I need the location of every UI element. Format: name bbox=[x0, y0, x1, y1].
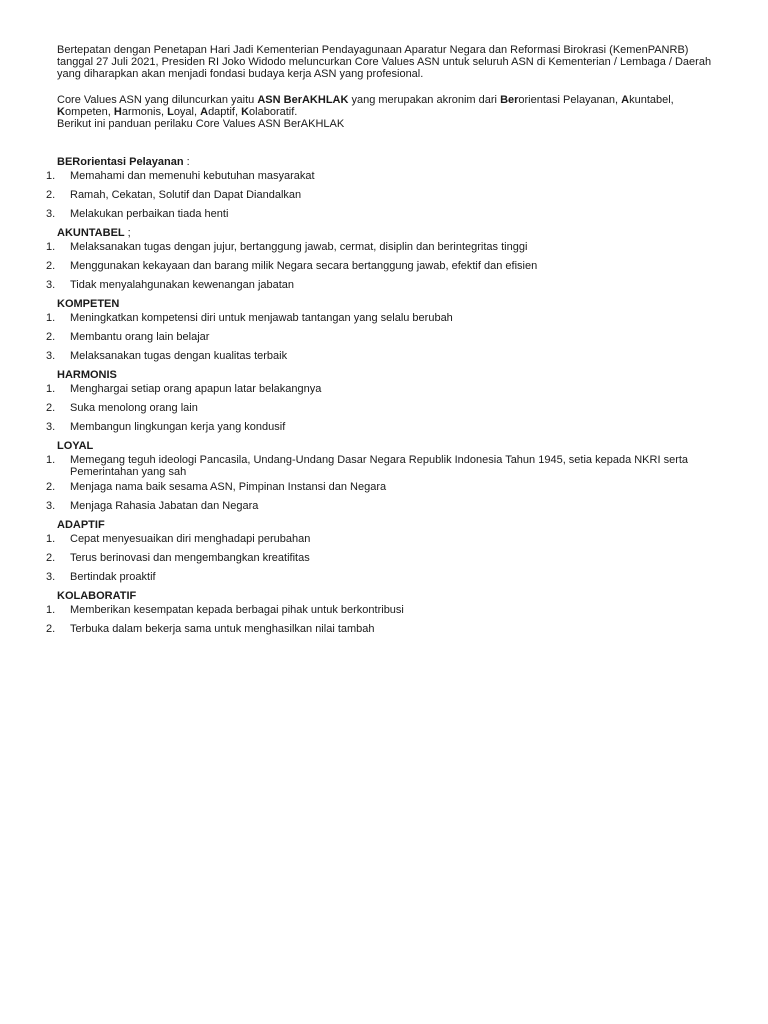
section bbox=[0, 155, 768, 226]
acronym-word-rest: orientasi Pelayanan, bbox=[518, 94, 622, 106]
intro-paragraph-1: Bertepatan dengan Penetapan Hari Jadi Kementerian Pendayagunaan Aparatur Negara dan Reformasi Birokrasi (KemenPANRB) tanggal 27 Juli 2021, Presiden RI Joko Widodo meluncurkan Core Values ASN untuk seluruh ASN di Kementerian / Lembaga / Daerah yang diharapkan akan menjadi fondasi budaya kerja ASN yang profesional. bbox=[57, 44, 712, 80]
list-item-number: 2. bbox=[46, 189, 56, 201]
intro-paragraph-2 bbox=[57, 94, 717, 130]
list-item-text: Menghargai setiap orang apapun latar belakangnya bbox=[70, 383, 322, 395]
section-item-list bbox=[0, 603, 768, 641]
section-item-list bbox=[0, 532, 768, 589]
section-title bbox=[57, 368, 768, 382]
list-item-text: Memahami dan memenuhi kebutuhan masyarakat bbox=[70, 170, 315, 182]
list-item-text: Suka menolong orang lain bbox=[70, 402, 198, 414]
acronym-word-rest: ompeten, bbox=[64, 106, 114, 118]
section-title-text: AKUNTABEL bbox=[57, 227, 125, 239]
list-item bbox=[0, 382, 690, 401]
list-item-text: Menggunakan kekayaan dan barang milik Negara secara bertanggung jawab, efektif dan efisien bbox=[70, 260, 538, 272]
list-item bbox=[0, 551, 690, 570]
section-title bbox=[57, 297, 768, 311]
list-item-number: 1. bbox=[46, 533, 56, 545]
list-item bbox=[0, 401, 690, 420]
list-item bbox=[0, 311, 690, 330]
list-item-text: Terbuka dalam bekerja sama untuk menghasilkan nilai tambah bbox=[70, 623, 375, 635]
acronym-letter: A bbox=[621, 94, 630, 106]
section bbox=[0, 368, 768, 439]
acronym-letter: H bbox=[113, 106, 122, 118]
list-item bbox=[0, 349, 690, 368]
section-title bbox=[57, 439, 768, 453]
list-item-number: 2. bbox=[46, 623, 56, 635]
list-item bbox=[0, 603, 690, 622]
section-title-text: ADAPTIF bbox=[57, 519, 105, 531]
list-item-text: Ramah, Cekatan, Solutif dan Dapat Diandalkan bbox=[70, 189, 302, 201]
list-item-text: Membangun lingkungan kerja yang kondusif bbox=[70, 421, 286, 433]
list-item-number: 1. bbox=[46, 454, 56, 466]
list-item-number: 3. bbox=[46, 571, 56, 583]
list-item-number: 1. bbox=[46, 604, 56, 616]
list-item-number: 3. bbox=[46, 421, 56, 433]
list-item-text: Menjaga nama baik sesama ASN, Pimpinan Instansi dan Negara bbox=[70, 481, 387, 493]
list-item bbox=[0, 570, 690, 589]
list-item bbox=[0, 330, 690, 349]
list-item-number: 1. bbox=[46, 312, 56, 324]
section-item-list bbox=[0, 453, 768, 518]
acronym-word-rest: olaboratif. bbox=[249, 106, 298, 118]
core-values-sections bbox=[0, 155, 768, 641]
list-item-number: 2. bbox=[46, 331, 56, 343]
list-item-number: 3. bbox=[46, 350, 56, 362]
list-item-text: Meningkatkan kompetensi diri untuk menjawab tantangan yang selalu berubah bbox=[70, 312, 453, 324]
section-title bbox=[57, 155, 768, 169]
section-title-text: HARMONIS bbox=[57, 369, 117, 381]
list-item-text: Cepat menyesuaikan diri menghadapi perubahan bbox=[70, 533, 311, 545]
intro-block bbox=[57, 44, 717, 130]
acronym-letter: L bbox=[167, 106, 174, 118]
list-item-text: Bertindak proaktif bbox=[70, 571, 156, 583]
list-item-number: 1. bbox=[46, 383, 56, 395]
section-item-list bbox=[0, 169, 768, 226]
section-title bbox=[57, 226, 768, 240]
list-item bbox=[0, 532, 690, 551]
section bbox=[0, 518, 768, 589]
intro-p2-line2: Berikut ini panduan perilaku Core Values ASN BerAKHLAK bbox=[57, 118, 345, 130]
list-item-text: Melakukan perbaikan tiada henti bbox=[70, 208, 229, 220]
section-title-text: LOYAL bbox=[57, 440, 94, 452]
list-item-number: 3. bbox=[46, 208, 56, 220]
list-item-number: 3. bbox=[46, 279, 56, 291]
section bbox=[0, 439, 768, 518]
acronym-word-rest: daptif, bbox=[208, 106, 242, 118]
list-item-text: Melaksanakan tugas dengan kualitas terbaik bbox=[70, 350, 288, 362]
intro-p2-after: yang merupakan akronim dari bbox=[348, 94, 501, 106]
list-item bbox=[0, 169, 690, 188]
list-item-number: 1. bbox=[46, 170, 56, 182]
section-title-suffix: ; bbox=[124, 227, 131, 239]
list-item-number: 2. bbox=[46, 402, 56, 414]
section-title bbox=[57, 518, 768, 532]
list-item bbox=[0, 278, 690, 297]
list-item bbox=[0, 453, 690, 480]
acronym-word-rest: armonis, bbox=[121, 106, 168, 118]
list-item bbox=[0, 480, 690, 499]
list-item bbox=[0, 420, 690, 439]
acronym-letter: A bbox=[200, 106, 209, 118]
list-item-text: Menjaga Rahasia Jabatan dan Negara bbox=[70, 500, 259, 512]
acronym-letter: K bbox=[241, 106, 250, 118]
list-item-text: Tidak menyalahgunakan kewenangan jabatan bbox=[70, 279, 295, 291]
list-item bbox=[0, 188, 690, 207]
list-item bbox=[0, 259, 690, 278]
intro-p2-bold: ASN BerAKHLAK bbox=[257, 94, 349, 106]
section-title bbox=[57, 589, 768, 603]
list-item-number: 2. bbox=[46, 552, 56, 564]
list-item-text: Memberikan kesempatan kepada berbagai pihak untuk berkontribusi bbox=[70, 604, 404, 616]
section-item-list bbox=[0, 240, 768, 297]
list-item-text: Melaksanakan tugas dengan jujur, bertanggung jawab, cermat, disiplin dan berintegritas tinggi bbox=[70, 241, 528, 253]
list-item-text: Terus berinovasi dan mengembangkan kreatifitas bbox=[70, 552, 310, 564]
section bbox=[0, 226, 768, 297]
list-item-number: 2. bbox=[46, 260, 56, 272]
list-item-number: 2. bbox=[46, 481, 56, 493]
section-title-text: KOMPETEN bbox=[57, 298, 120, 310]
acronym-letter: K bbox=[57, 106, 65, 118]
section-title-suffix: : bbox=[183, 156, 190, 168]
section-item-list bbox=[0, 311, 768, 368]
section bbox=[0, 297, 768, 368]
acronym-letter: Ber bbox=[500, 94, 519, 106]
section-title-text: KOLABORATIF bbox=[57, 590, 137, 602]
list-item bbox=[0, 207, 690, 226]
list-item bbox=[0, 240, 690, 259]
list-item-number: 3. bbox=[46, 500, 56, 512]
section-item-list bbox=[0, 382, 768, 439]
intro-p2-before: Core Values ASN yang diluncurkan yaitu bbox=[57, 94, 258, 106]
list-item bbox=[0, 622, 690, 641]
list-item-text: Membantu orang lain belajar bbox=[70, 331, 210, 343]
section-title-text: BERorientasi Pelayanan bbox=[57, 156, 184, 168]
acronym-word-rest: kuntabel, bbox=[629, 94, 674, 106]
acronym-word-rest: oyal, bbox=[173, 106, 201, 118]
section bbox=[0, 589, 768, 641]
list-item-number: 1. bbox=[46, 241, 56, 253]
list-item bbox=[0, 499, 690, 518]
list-item-text: Memegang teguh ideologi Pancasila, Undang-Undang Dasar Negara Republik Indonesia Tahun 1945, setia kepada NKRI serta Pemerintahan yang sah bbox=[70, 454, 689, 478]
